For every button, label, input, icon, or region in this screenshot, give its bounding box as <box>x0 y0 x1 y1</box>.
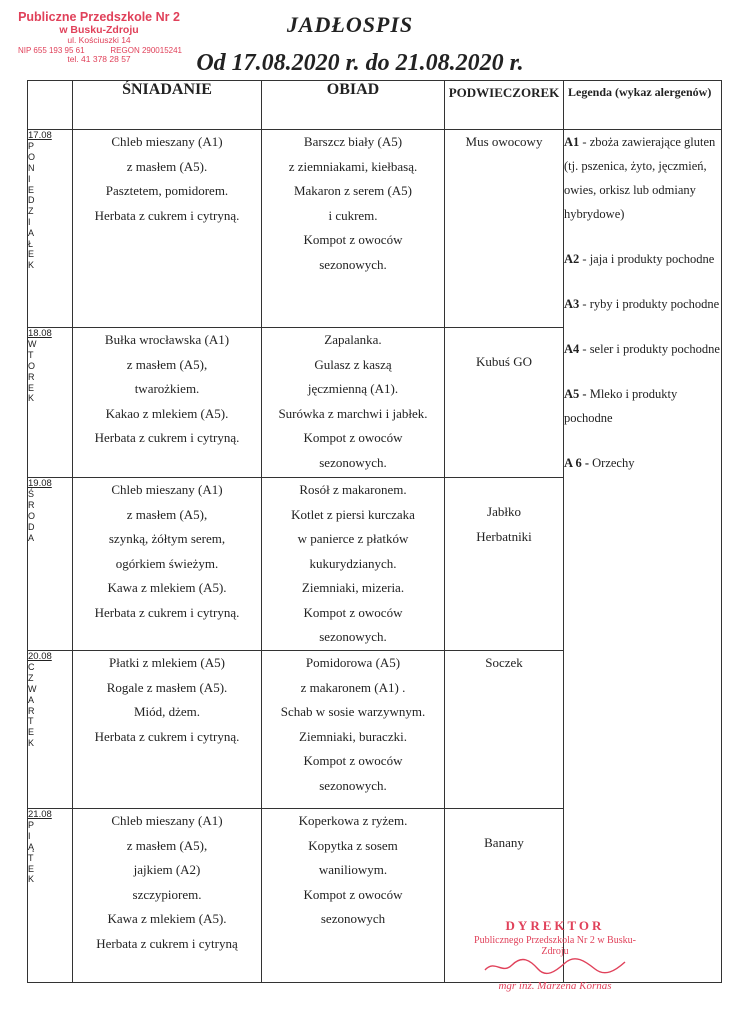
lunch-cell-line: Kompot z owoców <box>303 232 403 247</box>
stamp-city: w Busku-Zdroju <box>59 24 139 37</box>
lunch-cell-line: Kotlet z piersi kurczaka <box>291 506 415 522</box>
day-letter: D <box>28 195 35 206</box>
breakfast-cell-line: twarożkiem. <box>134 381 200 396</box>
day-date: 20.08 <box>28 651 52 662</box>
day-letter: E <box>28 863 35 874</box>
day-letter: T <box>28 852 34 863</box>
day-letter: K <box>28 260 35 271</box>
day-cell <box>28 328 73 478</box>
lunch-header: OBIAD <box>262 81 445 130</box>
header-row <box>28 81 722 130</box>
day-letter: K <box>28 393 35 404</box>
lunch-cell <box>262 651 445 809</box>
lunch-cell-line: Kompot z owoców <box>303 604 403 620</box>
breakfast-cell-line: z masłem (A5), <box>126 506 208 522</box>
stamp-tel: tel. 41 378 28 57 <box>67 54 131 65</box>
breakfast-cell-line: Płatki z mlekiem (A5) <box>109 655 225 670</box>
day-letter: T <box>28 716 34 727</box>
page-title: JADŁOSPIS <box>286 12 414 37</box>
day-name-vertical <box>28 820 72 885</box>
stamp-street: ul. Kościuszki 14 <box>67 35 131 46</box>
day-letter: I <box>28 831 31 842</box>
day-letter: Z <box>28 673 34 684</box>
day-letter: W <box>28 339 37 350</box>
snack-cell-line: Herbatniki <box>476 528 532 544</box>
lunch-cell-line: kukurydzianych. <box>309 555 397 571</box>
day-letter: K <box>28 737 35 748</box>
lunch-cell-line: w panierce z płatków <box>297 531 409 546</box>
breakfast-cell-line: Herbata z cukrem i cytryną <box>96 935 238 951</box>
legend-code: A 6 - <box>564 456 589 470</box>
signature-org: Publicznego Przedszkola Nr 2 w Busku-Zdroju <box>474 935 636 957</box>
day-letter: C <box>28 662 35 673</box>
lunch-cell-line: Schab w sosie warzywnym. <box>280 704 426 719</box>
breakfast-cell <box>73 328 262 478</box>
legend-text: - jaja i produkty pochodne <box>579 252 715 266</box>
snack-header: PODWIECZOREK <box>445 81 564 130</box>
lunch-cell-line: z makaronem (A1) . <box>300 679 406 695</box>
lunch-cell-line: Ziemniaki, buraczki. <box>299 728 407 744</box>
day-letter: D <box>28 521 35 532</box>
day-cell <box>28 809 73 983</box>
lunch-cell-line: Makaron z serem (A5) <box>293 183 413 198</box>
lunch-cell-line: Kompot z owoców <box>303 886 403 902</box>
legend-item <box>564 451 721 475</box>
legend-code: A4 <box>564 342 580 356</box>
breakfast-cell <box>73 130 262 328</box>
day-date: 21.08 <box>28 809 52 820</box>
day-name-vertical <box>28 141 72 271</box>
breakfast-cell-line: Rogale z masłem (A5). <box>106 679 228 695</box>
snack-cell-line: Soczek <box>485 655 523 670</box>
snack-cell-line: Banany <box>484 835 524 850</box>
breakfast-cell-line: Chleb mieszany (A1) <box>111 482 223 497</box>
lunch-cell-line: Kompot z owoców <box>303 430 403 445</box>
school-stamp <box>14 10 184 65</box>
day-row <box>28 130 722 328</box>
day-letter: E <box>28 249 35 260</box>
signature-title: DYREKTOR <box>505 918 605 933</box>
lunch-cell <box>262 328 445 478</box>
lunch-cell-line: sezonowych <box>320 911 386 926</box>
day-cell <box>28 651 73 809</box>
legend-text: - zboża zawierające gluten (tj. pszenica, żyto, jęczmień, owies, orkisz lub odmiany hybrydowe) <box>564 135 716 221</box>
signature-name: mgr inż. Marzena Kornas <box>498 980 612 992</box>
breakfast-cell-line: Miód, dżem. <box>133 704 201 719</box>
legend-item <box>564 247 721 271</box>
breakfast-cell-line: z masłem (A5), <box>126 837 208 853</box>
breakfast-cell <box>73 651 262 809</box>
lunch-cell-line: sezonowych. <box>319 629 387 644</box>
lunch-cell-line: Ziemniaki, mizeria. <box>301 580 405 595</box>
stamp-regon: REGON 290015241 <box>110 46 182 56</box>
legend-text: - seler i produkty pochodne <box>579 342 720 356</box>
lunch-cell-line: Koperkowa z ryżem. <box>298 813 408 828</box>
day-letter: W <box>28 683 37 694</box>
legend-item <box>564 382 721 430</box>
day-letter: Ś <box>28 489 35 500</box>
breakfast-cell-line: Kawa z mlekiem (A5). <box>107 580 227 595</box>
legend-code: A5 - <box>564 387 587 401</box>
lunch-cell-line: waniliowym. <box>318 862 388 877</box>
lunch-cell-line: Pomidorowa (A5) <box>305 655 401 670</box>
day-date: 19.08 <box>28 478 52 489</box>
legend-header: Legenda (wykaz alergenów) <box>564 81 722 130</box>
lunch-cell-line: Gulasz z kaszą <box>314 356 392 372</box>
day-letter: T <box>28 350 34 361</box>
breakfast-cell-line: z masłem (A5). <box>126 158 208 174</box>
snack-cell <box>445 478 564 651</box>
day-letter: R <box>28 705 35 716</box>
day-header <box>28 81 73 130</box>
legend-text: Mleko i produkty pochodne <box>564 387 678 425</box>
lunch-cell-line: Barszcz biały (A5) <box>303 134 403 149</box>
day-letter: I <box>28 173 31 184</box>
day-letter: K <box>28 874 35 885</box>
legend-text: Orzechy <box>589 456 635 470</box>
day-letter: P <box>28 820 35 831</box>
lunch-cell-line: i cukrem. <box>328 207 378 223</box>
breakfast-cell <box>73 478 262 651</box>
lunch-cell <box>262 809 445 983</box>
stamp-name: Publiczne Przedszkole Nr 2 <box>18 10 180 24</box>
lunch-cell-line: sezonowych. <box>319 454 387 470</box>
menu-table <box>27 80 722 983</box>
legend-item <box>564 130 721 226</box>
day-letter: E <box>28 727 35 738</box>
lunch-cell-line: jęczmienną (A1). <box>307 381 399 396</box>
legend-item <box>564 292 721 316</box>
lunch-cell-line: Rosół z makaronem. <box>299 482 407 497</box>
lunch-cell-line: Surówka z marchwi i jabłek. <box>278 405 428 421</box>
day-letter: E <box>28 382 35 393</box>
breakfast-cell-line: Herbata z cukrem i cytryną. <box>94 430 240 445</box>
day-letter: O <box>28 510 36 521</box>
day-letter: O <box>28 152 36 163</box>
breakfast-cell-line: Herbata z cukrem i cytryną. <box>94 604 240 620</box>
day-letter: A <box>28 227 35 238</box>
day-letter: A <box>28 694 35 705</box>
day-name-vertical <box>28 489 72 543</box>
lunch-cell-line: sezonowych. <box>319 256 387 272</box>
snack-cell <box>445 130 564 328</box>
breakfast-cell-line: szynką, żółtym serem, <box>108 531 226 546</box>
day-letter: Ą <box>28 841 35 852</box>
day-letter: Ł <box>28 238 34 249</box>
lunch-cell-line: z ziemniakami, kiełbasą. <box>288 158 418 174</box>
snack-cell <box>445 328 564 478</box>
legend-text: - ryby i produkty pochodne <box>579 297 720 311</box>
breakfast-cell-line: Chleb mieszany (A1) <box>111 813 223 828</box>
day-cell <box>28 130 73 328</box>
legend-code: A2 <box>564 252 580 266</box>
snack-cell-line: Mus owocowy <box>465 134 543 149</box>
day-letter: R <box>28 500 35 511</box>
breakfast-cell-line: Kakao z mlekiem (A5). <box>105 405 229 421</box>
day-letter: N <box>28 162 35 173</box>
snack-cell <box>445 651 564 809</box>
breakfast-cell-line: jajkiem (A2) <box>133 862 201 877</box>
breakfast-cell-line: Herbata z cukrem i cytryną. <box>94 728 240 744</box>
snack-cell-line: Jabłko <box>487 504 521 519</box>
day-date: 17.08 <box>28 130 52 141</box>
allergen-legend <box>564 130 722 983</box>
breakfast-cell-line: ogórkiem świeżym. <box>115 555 219 571</box>
breakfast-cell-line: szczypiorem. <box>132 886 202 902</box>
stamp-nip: NIP 655 193 95 61 <box>18 46 85 56</box>
day-name-vertical <box>28 339 72 404</box>
breakfast-cell <box>73 809 262 983</box>
day-letter: O <box>28 360 36 371</box>
day-letter: A <box>28 532 35 543</box>
snack-cell-line: Kubuś GO <box>476 354 532 369</box>
breakfast-cell-line: Bułka wrocławska (A1) <box>104 332 230 347</box>
day-cell <box>28 478 73 651</box>
handwritten-signature <box>480 957 630 975</box>
day-letter: Z <box>28 206 34 217</box>
day-letter: R <box>28 371 35 382</box>
lunch-cell <box>262 130 445 328</box>
lunch-cell-line: sezonowych. <box>319 777 387 793</box>
day-letter: E <box>28 184 35 195</box>
director-signature <box>470 918 640 992</box>
breakfast-cell-line: z masłem (A5), <box>126 356 208 372</box>
legend-code: A3 <box>564 297 580 311</box>
date-range: Od 17.08.2020 r. do 21.08.2020 r. <box>196 50 524 76</box>
day-letter: I <box>28 216 31 227</box>
lunch-cell <box>262 478 445 651</box>
breakfast-cell-line: Pasztetem, pomidorem. <box>105 183 229 198</box>
breakfast-cell-line: Chleb mieszany (A1) <box>111 134 223 149</box>
breakfast-cell-line: Kawa z mlekiem (A5). <box>107 911 227 926</box>
day-letter: P <box>28 141 35 152</box>
breakfast-cell-line: Herbata z cukrem i cytryną. <box>94 207 240 223</box>
lunch-cell-line: Kopytka z sosem <box>308 837 398 853</box>
legend-item <box>564 337 721 361</box>
legend-code: A1 <box>564 135 580 149</box>
breakfast-header: ŚNIADANIE <box>73 81 262 130</box>
day-date: 18.08 <box>28 328 52 339</box>
day-name-vertical <box>28 662 72 748</box>
lunch-cell-line: Kompot z owoców <box>303 753 403 768</box>
lunch-cell-line: Zapalanka. <box>324 332 382 347</box>
